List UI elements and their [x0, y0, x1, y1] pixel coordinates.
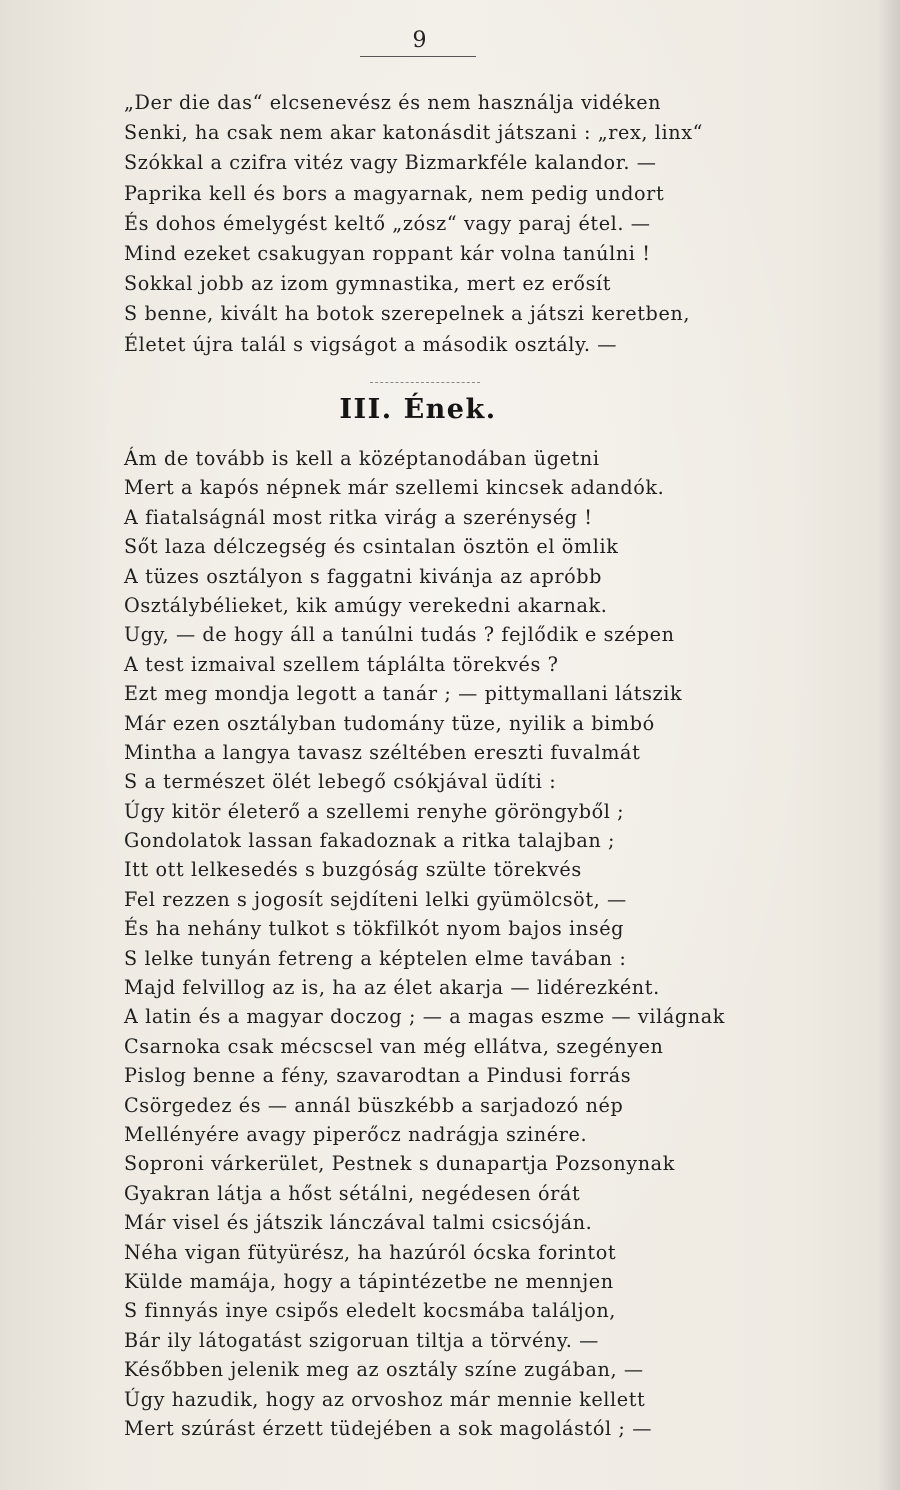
- verse-line: Mintha a langya tavasz széltében ereszti fuvalmát: [124, 740, 641, 764]
- verse-line: Soproni várkerület, Pestnek s dunapartja Pozsonynak: [124, 1152, 675, 1176]
- verse-line: Már ezen osztályban tudomány tüze, nyilik a bimbó: [124, 711, 655, 735]
- verse-line: Gyakran látja a hőst sétálni, negédesen órát: [124, 1181, 581, 1205]
- verse-line: Szókkal a czifra vitéz vagy Bizmarkféle kalandor. —: [124, 151, 657, 175]
- verse-line: Pislog benne a fény, szavarodtan a Pindusi forrás: [124, 1064, 632, 1088]
- verse-line: Majd felvillog az is, ha az élet akarja — lidérezként.: [124, 976, 660, 1000]
- verse-line: Mellényére avagy piperőcz nadrágja szinére.: [124, 1122, 588, 1146]
- verse-line: Későbben jelenik meg az osztály színe zugában, —: [124, 1358, 644, 1382]
- verse-line: Ugy, — de hogy áll a tanúlni tudás ? fejlődik e szépen: [124, 623, 675, 647]
- verse-line: S a természet ölét lebegő csókjával üdíti :: [124, 770, 557, 794]
- verse-line: Osztálybélieket, kik amúgy verekedni akarnak.: [124, 593, 608, 617]
- section-ornament: [370, 382, 480, 383]
- verse-line: Gondolatok lassan fakadoznak a ritka talajban ;: [124, 829, 616, 853]
- verse-line: A fiatalságnál most ritka virág a szerénység !: [124, 505, 593, 529]
- verse-line: A latin és a magyar doczog ; — a magas eszme — világnak: [124, 1005, 725, 1029]
- verse-line: Senki, ha csak nem akar katonásdit játszani : „rex, linx“: [124, 121, 704, 145]
- verse-line: „Der die das“ elcsenevész és nem használja vidéken: [124, 91, 662, 114]
- verse-line: Életet újra talál s vigságot a második osztály. —: [124, 332, 618, 356]
- verse-line: Úgy hazudik, hogy az orvoshoz már mennie kellett: [124, 1387, 646, 1411]
- verse-line: Mert a kapós népnek már szellemi kincsek adandók.: [124, 476, 665, 500]
- verse-line: Paprika kell és bors a magyarnak, nem pedig undort: [124, 181, 665, 205]
- verse-line: A test izmaival szellem táplálta törekvés ?: [124, 652, 559, 676]
- verse-block-top: [124, 88, 814, 360]
- verse-line: Sőt laza délczegség és csintalan ösztön el ömlik: [124, 535, 619, 559]
- verse-line: S finnyás inye csipős eledelt kocsmába találjon,: [124, 1299, 616, 1323]
- verse-line: Csörgedez és — annál büszkébb a sarjadozó nép: [124, 1093, 624, 1117]
- verse-line: Mert szúrást érzett tüdejében a sok magolástól ; —: [124, 1416, 652, 1440]
- verse-line: Sokkal jobb az izom gymnastika, mert ez erősít: [124, 272, 612, 296]
- verse-line: Itt ott lelkesedés s buzgóság szülte törekvés: [124, 858, 582, 882]
- verse-line: Ám de tovább is kell a középtanodában ügetni: [124, 447, 600, 470]
- header-rule: [360, 56, 476, 57]
- verse-line: Bár ily látogatást szigoruan tiltja a törvény. —: [124, 1328, 599, 1352]
- section-heading: III. Ének.: [339, 394, 497, 425]
- page-number: 9: [412, 28, 428, 53]
- verse-line: Külde mamája, hogy a tápintézetbe ne mennjen: [124, 1269, 614, 1293]
- verse-line: Mind ezeket csakugyan roppant kár volna tanúlni !: [124, 241, 651, 265]
- verse-line: Néha vigan fütyürész, ha hazúról ócska forintot: [124, 1240, 617, 1264]
- verse-block-section: [124, 444, 814, 1443]
- page-edge-shadow: [878, 0, 900, 1490]
- verse-line: És ha nehány tulkot s tökfilkót nyom bajos inség: [124, 917, 625, 941]
- verse-line: Csarnoka csak mécscsel van még ellátva, szegényen: [124, 1034, 664, 1058]
- verse-line: A tüzes osztályon s faggatni kivánja az apróbb: [124, 564, 603, 588]
- verse-line: És dohos émelygést keltő „zósz“ vagy paraj étel. —: [124, 211, 651, 235]
- verse-line: Fel rezzen s jogosít sejdíteni lelki gyümölcsöt, —: [124, 887, 627, 911]
- verse-line: Már visel és játszik lánczával talmi csicsóján.: [124, 1211, 593, 1235]
- verse-line: Úgy kitör életerő a szellemi renyhe göröngyből ;: [124, 799, 625, 823]
- verse-line: S benne, kivált ha botok szerepelnek a játszi keretben,: [124, 302, 691, 326]
- verse-line: S lelke tunyán fetreng a képtelen elme tavában :: [124, 946, 627, 970]
- verse-line: Ezt meg mondja legott a tanár ; — pittymallani látszik: [124, 682, 683, 706]
